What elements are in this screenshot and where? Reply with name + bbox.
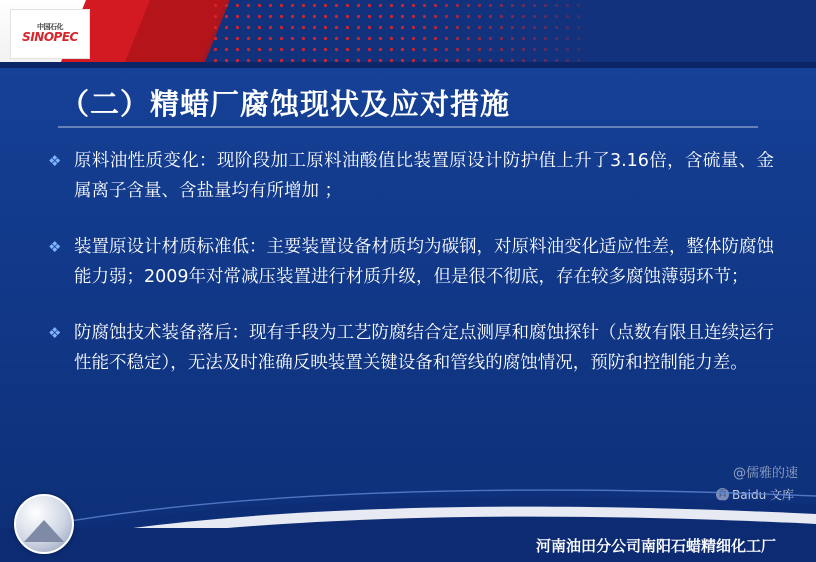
list-item bbox=[46, 232, 774, 292]
list-item bbox=[46, 146, 774, 206]
sinopec-logo bbox=[10, 9, 90, 59]
diamond-bullet-icon: ❖ bbox=[48, 324, 62, 342]
footer-text: 河南油田分公司南阳石蜡精细化工厂 bbox=[535, 537, 776, 555]
top-banner bbox=[0, 0, 816, 68]
list-item bbox=[46, 318, 774, 378]
diamond-bullet-icon: ❖ bbox=[48, 238, 62, 256]
corner-emblem-icon bbox=[14, 494, 74, 554]
watermark-baidu-label: Baidu 文库 bbox=[732, 488, 794, 502]
diamond-bullet-icon: ❖ bbox=[48, 152, 62, 170]
emblem-shape bbox=[24, 520, 64, 542]
watermark-user: @儒雅的速 bbox=[732, 466, 798, 481]
list-item-text: 防腐蚀技术装备落后：现有手段为工艺防腐结合定点测厚和腐蚀探针（点数有限且连续运行性能不稳定），无法及时准确反映装置关键设备和管线的腐蚀情况，预防和控制能力差。 bbox=[74, 323, 774, 373]
baidu-paw-icon: 百 bbox=[718, 489, 728, 499]
logo-en-text: SINOPEC bbox=[22, 30, 78, 45]
page-title: （二）精蜡厂腐蚀现状及应对措施 bbox=[60, 87, 511, 121]
title-underline bbox=[58, 126, 758, 128]
banner-blue-block bbox=[586, 0, 816, 68]
banner-divider bbox=[0, 62, 816, 68]
banner-dot-fade bbox=[210, 0, 640, 68]
list-item-text: 装置原设计材质标准低：主要装置设备材质均为碳钢，对原料油变化适应性差，整体防腐蚀能力弱；2009年对常减压装置进行材质升级，但是很不彻底，存在较多腐蚀薄弱环节； bbox=[74, 237, 774, 287]
bottom-decoration bbox=[0, 446, 816, 562]
bullet-list bbox=[46, 146, 774, 404]
logo-cn-text: 中国石化 bbox=[37, 23, 63, 32]
list-item-text: 原料油性质变化：现阶段加工原料油酸值比装置原设计防护值上升了3.16倍，含硫量、金属离子含量、含盐量均有所增加 ； bbox=[74, 151, 774, 201]
logo-mark bbox=[22, 24, 78, 44]
